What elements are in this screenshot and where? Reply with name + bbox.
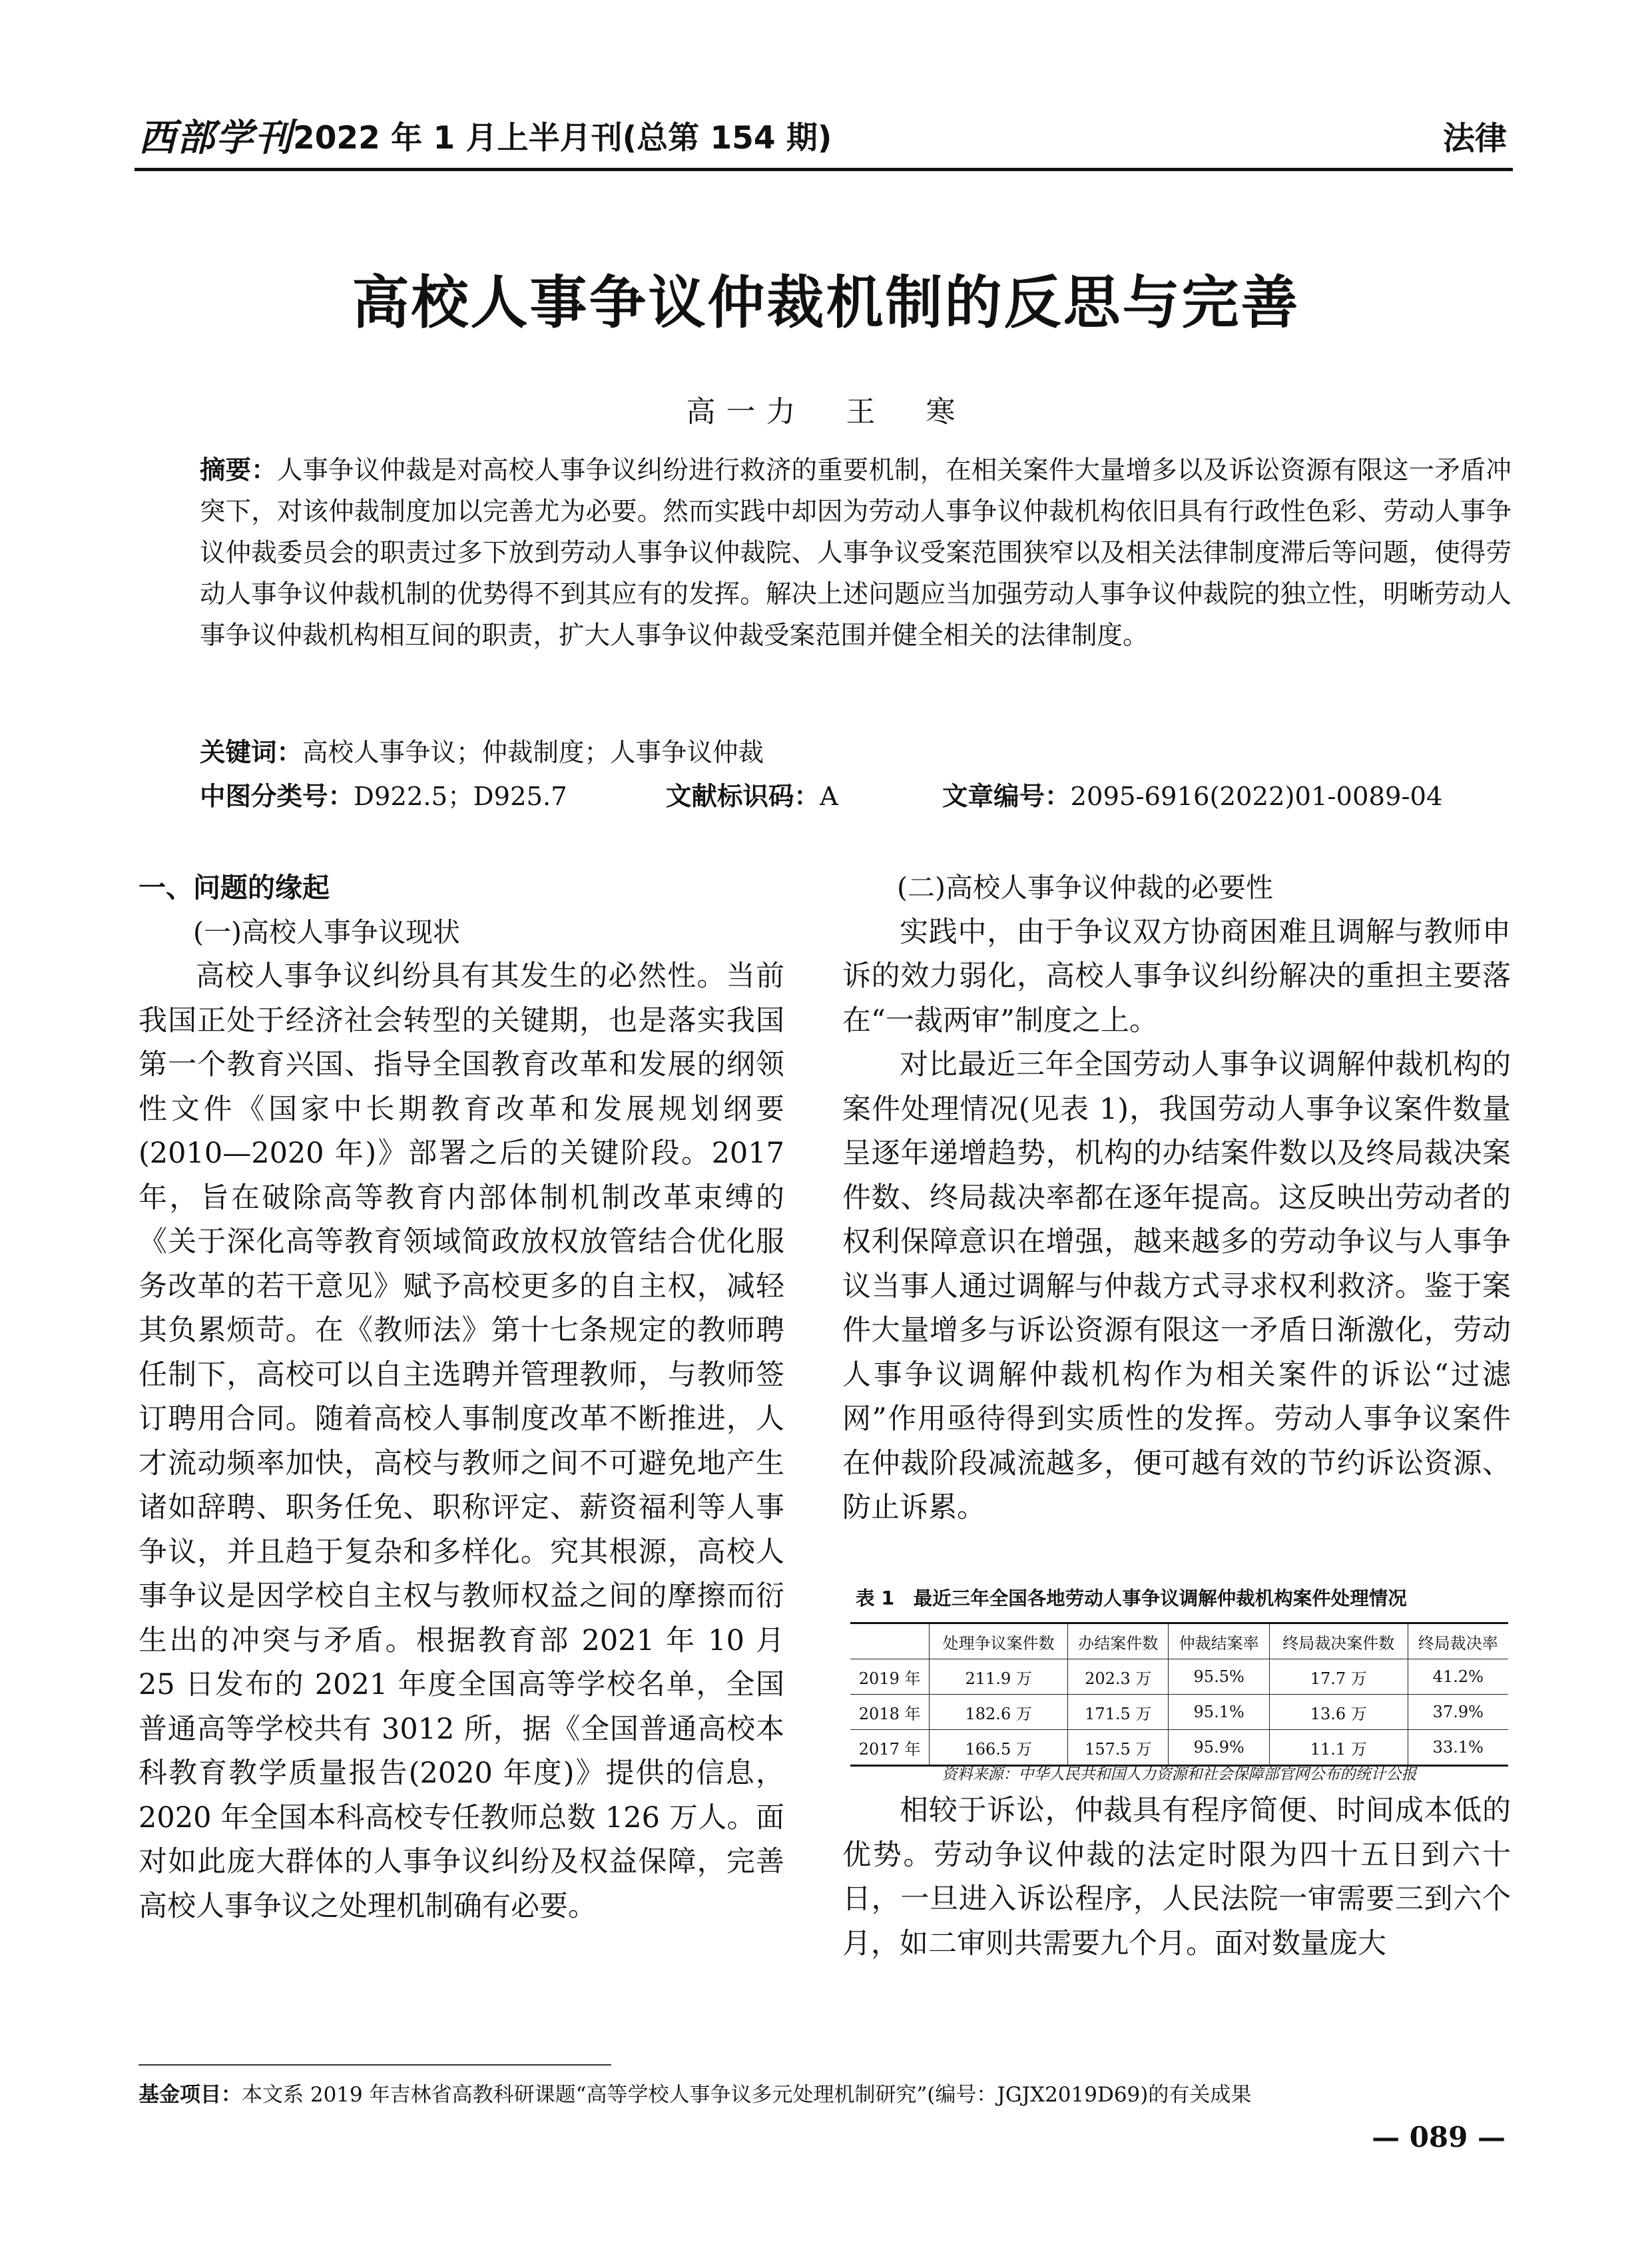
table-cell: 95.9% bbox=[1169, 1730, 1269, 1766]
table-cell: 13.6 万 bbox=[1269, 1695, 1408, 1730]
table-source-note: 资料来源：中华人民共和国人力资源和社会保障部官网公布的统计公报 bbox=[942, 1766, 1417, 1783]
table-cell: 171.5 万 bbox=[1068, 1695, 1169, 1730]
table-cell: 33.1% bbox=[1408, 1730, 1508, 1766]
table-cell: 95.1% bbox=[1169, 1695, 1269, 1730]
table-header-cell: 办结案件数 bbox=[1068, 1623, 1169, 1659]
keywords-label: 关键词： bbox=[200, 738, 303, 768]
section-name: 法律 bbox=[1442, 119, 1507, 157]
abstract-label: 摘要： bbox=[200, 455, 277, 485]
table-cell: 182.6 万 bbox=[930, 1695, 1068, 1730]
table-row bbox=[850, 1730, 1508, 1766]
body-right-column bbox=[842, 866, 1511, 1530]
clc-value: D922.5；D925.7 bbox=[354, 782, 567, 812]
body-left-column bbox=[138, 866, 784, 1928]
subsection-heading: (二)高校人事争议仲裁的必要性 bbox=[897, 872, 1273, 904]
footnote-rule bbox=[138, 2064, 611, 2066]
table-header-cell: 处理争议案件数 bbox=[930, 1623, 1068, 1659]
article-authors: 高一力 王 寒 bbox=[686, 395, 966, 429]
keywords-text: 高校人事争议；仲裁制度；人事争议仲裁 bbox=[302, 738, 764, 768]
table-cell: 211.9 万 bbox=[930, 1659, 1068, 1695]
doc-value: A bbox=[820, 782, 838, 812]
table-cell: 17.7 万 bbox=[1269, 1659, 1408, 1695]
table-cell: 166.5 万 bbox=[930, 1730, 1068, 1766]
table-header-cell: 仲裁结案率 bbox=[1169, 1623, 1269, 1659]
article-value: 2095-6916(2022)01-0089-04 bbox=[1070, 782, 1443, 812]
table-cell: 95.5% bbox=[1169, 1659, 1269, 1695]
footnote-label: 基金项目： bbox=[138, 2083, 242, 2107]
table-cell: 41.2% bbox=[1408, 1659, 1508, 1695]
article-number bbox=[942, 776, 1442, 818]
table-row bbox=[850, 1659, 1508, 1695]
body-right-column-continued bbox=[842, 1789, 1511, 1966]
table-cell: 11.1 万 bbox=[1269, 1730, 1408, 1766]
doc-label: 文献标识码： bbox=[666, 782, 820, 812]
table-header-row bbox=[850, 1623, 1508, 1659]
funding-footnote bbox=[138, 2078, 1251, 2107]
table-cell: 202.3 万 bbox=[1068, 1659, 1169, 1695]
running-header bbox=[138, 111, 832, 160]
doc-code bbox=[666, 776, 838, 818]
clc-code bbox=[200, 776, 567, 818]
page-number: — 089 — bbox=[1372, 2121, 1506, 2153]
subsection-heading: (一)高校人事争议现状 bbox=[193, 916, 460, 948]
table-header-cell: 终局裁决案件数 bbox=[1269, 1623, 1408, 1659]
table-cell: 2019 年 bbox=[850, 1659, 930, 1695]
footnote-text: 本文系 2019 年吉林省高教科研课题“高等学校人事争议多元处理机制研究”(编号：JGJX2019D69)的有关成果 bbox=[242, 2083, 1252, 2107]
table-caption: 表 1 最近三年全国各地劳动人事争议调解仲裁机构案件处理情况 bbox=[856, 1587, 1407, 1609]
abstract-text: 人事争议仲裁是对高校人事争议纠纷进行救济的重要机制，在相关案件大量增多以及诉讼资源有限这一矛盾冲突下，对该仲裁制度加以完善尤为必要。然而实践中却因为劳动人事争议仲裁机构依旧具有行政性色彩、劳动人事争议仲裁委员会的职责过多下放到劳动人事争议仲裁院、人事争议受案范围狭窄以及相关法律制度滞后等问题，使得劳动人事争议仲裁机制的优势得不到其应有的发挥。解决上述问题应当加强劳动人事争议仲裁院的独立性，明晰劳动人事争议仲裁机构相互间的职责，扩大人事争议仲裁受案范围并健全相关的法律制度。 bbox=[200, 455, 1512, 651]
section-heading: 一、问题的缘起 bbox=[138, 872, 330, 904]
journal-logo: 西部学刊 bbox=[138, 116, 293, 160]
header-rule bbox=[135, 168, 1513, 171]
article-title: 高校人事争议仲裁机制的反思与完善 bbox=[352, 270, 1300, 336]
table-row bbox=[850, 1695, 1508, 1730]
table-cell: 2017 年 bbox=[850, 1730, 930, 1766]
body-paragraph: 对比最近三年全国劳动人事争议调解仲裁机构的案件处理情况(见表 1)，我国劳动人事争议案件数量呈逐年递增趋势，机构的办结案件数以及终局裁决案件数、终局裁决率都在逐年提高。这反映出劳动者的权利保障意识在增强，越来越多的劳动争议与人事争议当事人通过调解与仲裁方式寻求权利救济。鉴于案件大量增多与诉讼资源有限这一矛盾日渐激化，劳动人事争议调解仲裁机构作为相关案件的诉讼“过滤网”作用亟待得到实质性的发挥。劳动人事争议案件在仲裁阶段减流越多，便可越有效的节约诉讼资源、防止诉累。 bbox=[842, 1048, 1511, 1524]
table-header-cell bbox=[850, 1623, 930, 1659]
data-table bbox=[850, 1622, 1508, 1767]
table-cell: 157.5 万 bbox=[1068, 1730, 1169, 1766]
body-paragraph: 实践中，由于争议双方协商困难且调解与教师申诉的效力弱化，高校人事争议纠纷解决的重担主要落在“一裁两审”制度之上。 bbox=[842, 915, 1511, 1037]
article-label: 文章编号： bbox=[942, 782, 1071, 812]
body-paragraph: 高校人事争议纠纷具有其发生的必然性。当前我国正处于经济社会转型的关键期，也是落实我国第一个教育兴国、指导全国教育改革和发展的纲领性文件《国家中长期教育改革和发展规划纲要(2010—2020 年)》部署之后的关键阶段。2017 年，旨在破除高等教育内部体制机制改革束缚的《关于深化高等教育领域简政放权放管结合优化服务改革的若干意见》赋予高校更多的自主权，减轻其负累烦苛。在《教师法》第十七条规定的教师聘任制下，高校可以自主选聘并管理教师，与教师签订聘用合同。随着高校人事制度改革不断推进，人才流动频率加快，高校与教师之间不可避免地产生诸如辞聘、职务任免、职称评定、薪资福利等人事争议，并且趋于复杂和多样化。究其根源，高校人事争议是因学校自主权与教师权益之间的摩擦而衍生出的冲突与矛盾。根据教育部 2021 年 10 月 25 日发布的 2021 年度全国高等学校名单，全国普通高等学校共有 3012 所，据《全国普通高校本科教育教学质量报告(2020 年度)》提供的信息，2020 年全国本科高校专任教师总数 126 万人。面对如此庞大群体的人事争议纠纷及权益保障，完善高校人事争议之处理机制确有必要。 bbox=[138, 960, 784, 1923]
issue-info: 2022 年 1 月上半月刊(总第 154 期) bbox=[293, 119, 832, 156]
table-header-cell: 终局裁决率 bbox=[1408, 1623, 1508, 1659]
clc-label: 中图分类号： bbox=[200, 782, 354, 812]
table-cell: 37.9% bbox=[1408, 1695, 1508, 1730]
body-paragraph: 相较于诉讼，仲裁具有程序简便、时间成本低的优势。劳动争议仲裁的法定时限为四十五日到六十日，一旦进入诉讼程序，人民法院一审需要三到六个月，如二审则共需要九个月。面对数量庞大 bbox=[842, 1794, 1511, 1960]
keywords bbox=[200, 732, 764, 774]
table-cell: 2018 年 bbox=[850, 1695, 930, 1730]
abstract bbox=[200, 450, 1512, 657]
